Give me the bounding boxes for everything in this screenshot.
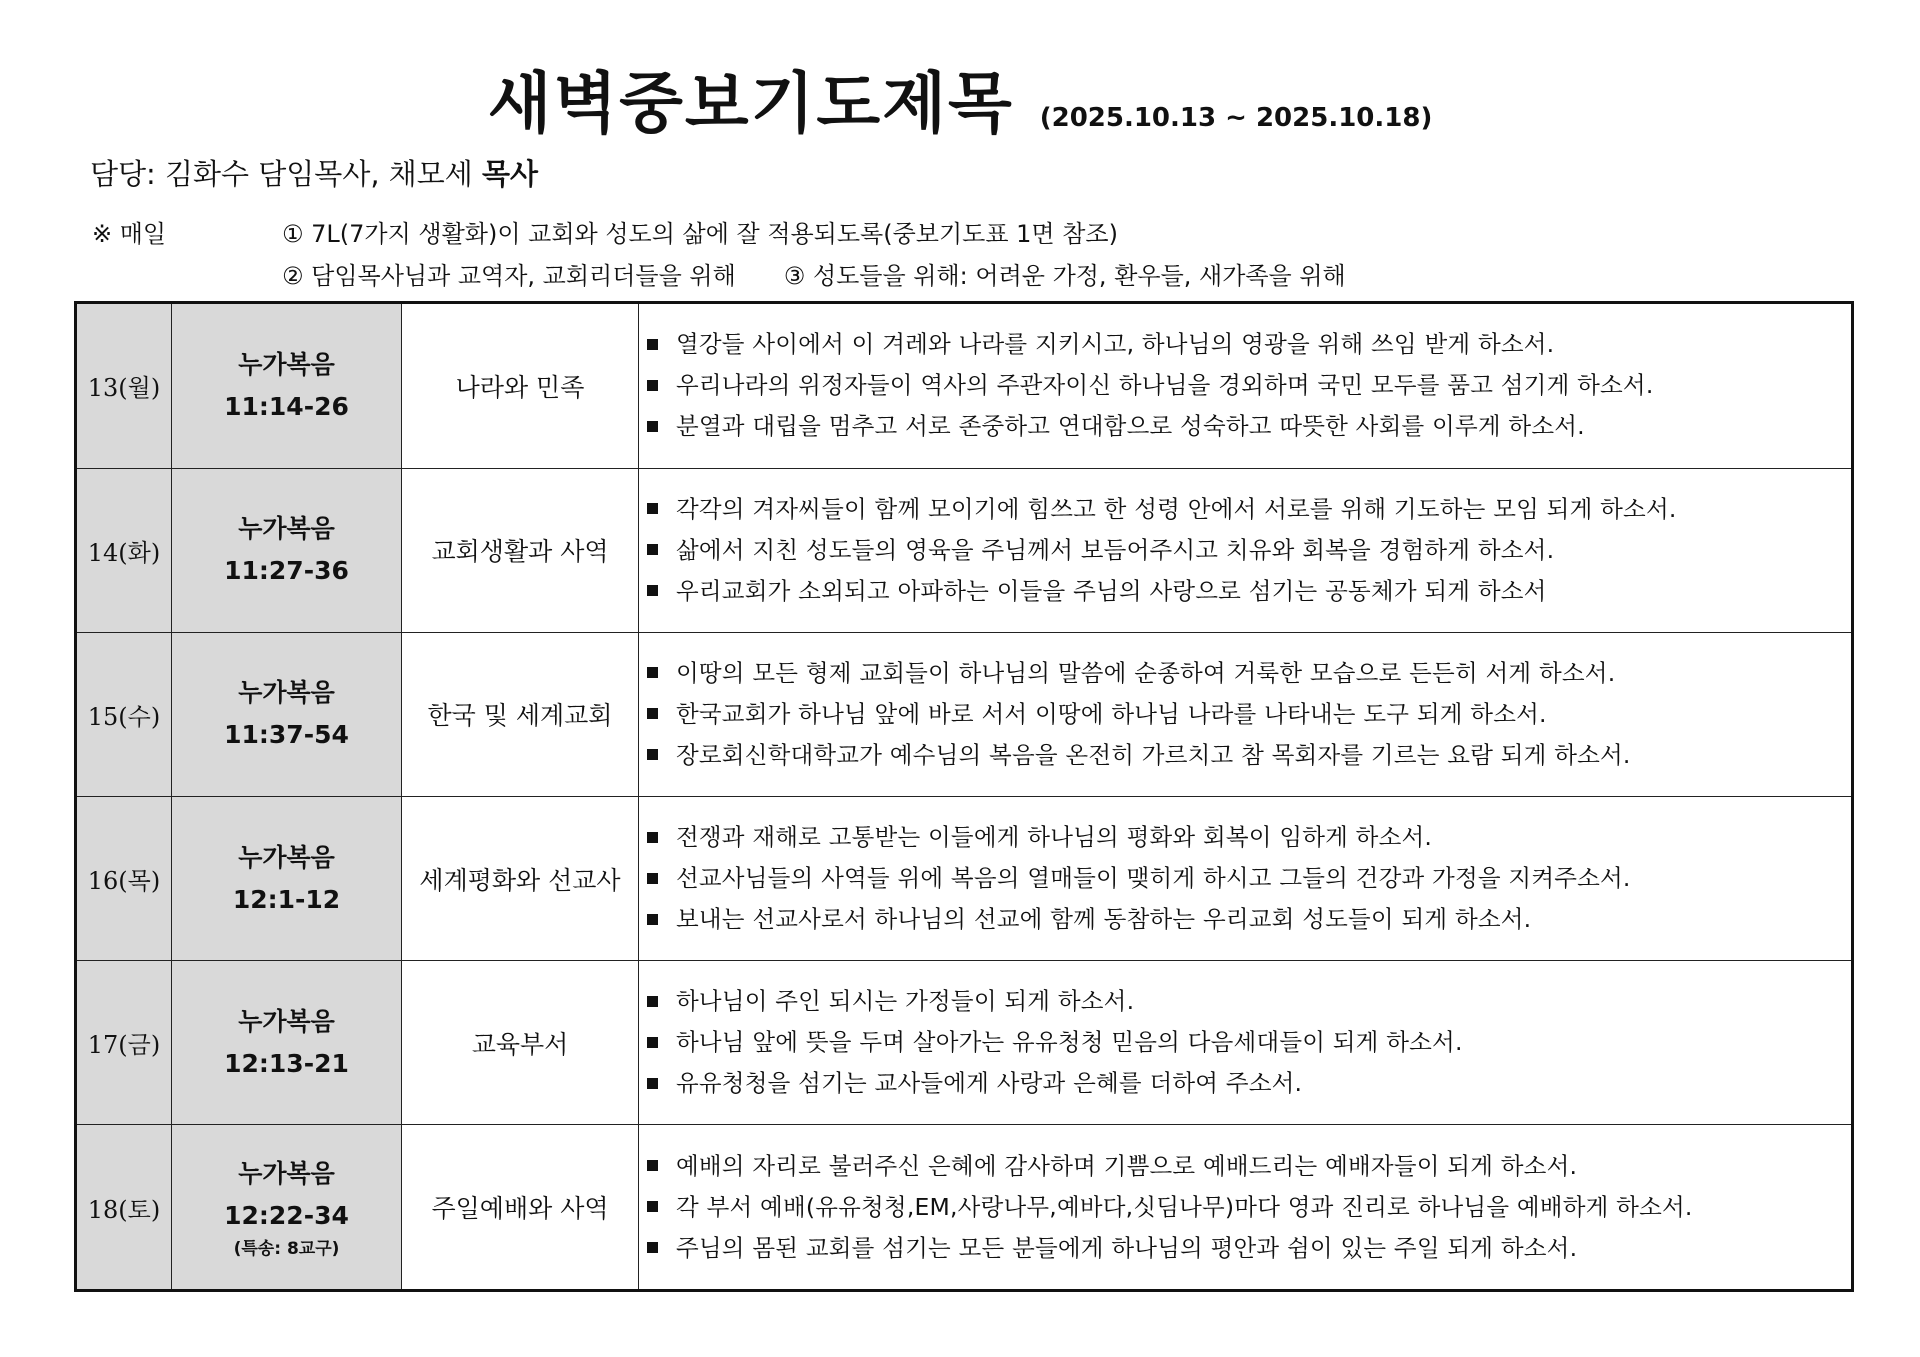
topic-cell: 교회생활과 사역 [402, 468, 639, 632]
prayer-text: 삶에서 지친 성도들의 영육을 주님께서 보듬어주시고 치유와 회복을 경험하게 하소서. [676, 535, 1555, 564]
topic-cell: 한국 및 세계교회 [402, 632, 639, 796]
prayer-text: 주님의 몸된 교회를 섬기는 모든 분들에게 하나님의 평안과 쉼이 있는 주일 되게 하소서. [676, 1233, 1578, 1262]
prayer-item [639, 324, 1851, 365]
prayer-item [639, 1228, 1851, 1269]
prayer-item [639, 1063, 1851, 1104]
square-bullet-icon [647, 1160, 658, 1171]
prayer-text: 하나님이 주인 되시는 가정들이 되게 하소서. [676, 987, 1135, 1016]
prayer-list-cell [639, 468, 1853, 632]
square-bullet-icon [647, 380, 658, 391]
topic-cell: 주일예배와 사역 [402, 1125, 639, 1291]
square-bullet-icon [647, 1201, 658, 1212]
prayer-list-cell [639, 796, 1853, 960]
day-cell: 14(화) [76, 468, 172, 632]
table-row [76, 1125, 1853, 1291]
prayer-text: 한국교회가 하나님 앞에 바로 서서 이땅에 하나님 나라를 나타내는 도구 되게 하소서. [676, 699, 1547, 728]
table-row [76, 303, 1853, 469]
table-row [76, 632, 1853, 796]
passage-cell [172, 961, 402, 1125]
passage-book: 누가복음 [238, 1006, 335, 1036]
passage-book: 누가복음 [238, 678, 335, 708]
square-bullet-icon [647, 667, 658, 678]
passage-verse: 11:14-26 [224, 391, 349, 421]
passage-book: 누가복음 [238, 1159, 335, 1189]
passage-verse: 11:37-54 [224, 720, 349, 750]
title-row [0, 50, 1920, 145]
square-bullet-icon [647, 873, 658, 884]
manager-title: 목사 [482, 157, 539, 191]
square-bullet-icon [647, 421, 658, 432]
topic-cell: 교육부서 [402, 961, 639, 1125]
manager-line [90, 152, 538, 193]
table-row [76, 961, 1853, 1125]
passage-cell [172, 1125, 402, 1291]
prayer-item [639, 1187, 1851, 1228]
date-range: (2025.10.13 ~ 2025.10.18) [1039, 103, 1433, 133]
prayer-list [639, 653, 1851, 776]
prayer-text: 우리교회가 소외되고 아파하는 이들을 주님의 사랑으로 섬기는 공동체가 되게 하소서 [676, 576, 1547, 605]
prayer-list [639, 981, 1851, 1104]
prayer-list-cell [639, 303, 1853, 469]
prayer-item [639, 694, 1851, 735]
prayer-schedule-table [74, 301, 1854, 1292]
passage-cell [172, 303, 402, 469]
prayer-item [639, 817, 1851, 858]
square-bullet-icon [647, 1037, 658, 1048]
prayer-item [639, 653, 1851, 694]
prayer-list [639, 1146, 1851, 1269]
square-bullet-icon [647, 832, 658, 843]
square-bullet-icon [647, 544, 658, 555]
daily-item-1: ① 7L(7가지 생활화)이 교회와 성도의 삶에 잘 적용되도록(중보기도표 1면 참조) [282, 220, 1118, 248]
prayer-item [639, 899, 1851, 940]
table-row [76, 796, 1853, 960]
square-bullet-icon [647, 996, 658, 1007]
square-bullet-icon [647, 585, 658, 596]
square-bullet-icon [647, 1242, 658, 1253]
prayer-text: 이땅의 모든 형제 교회들이 하나님의 말씀에 순종하여 거룩한 모습으로 든든히 서게 하소서. [676, 658, 1616, 687]
passage-book: 누가복음 [238, 349, 335, 379]
day-cell: 13(월) [76, 303, 172, 469]
square-bullet-icon [647, 1078, 658, 1089]
table-body [76, 303, 1853, 1291]
day-cell: 16(목) [76, 796, 172, 960]
table-row [76, 468, 1853, 632]
prayer-text: 각 부서 예배(유유청청,EM,사랑나무,예바다,싯딤나무)마다 영과 진리로 하나님을 예배하게 하소서. [676, 1192, 1693, 1221]
prayer-item [639, 981, 1851, 1022]
topic-cell: 나라와 민족 [402, 303, 639, 469]
prayer-text: 하나님 앞에 뜻을 두며 살아가는 유유청청 믿음의 다음세대들이 되게 하소서. [676, 1028, 1463, 1057]
day-cell: 15(수) [76, 632, 172, 796]
prayer-list [639, 489, 1851, 612]
passage-cell [172, 632, 402, 796]
prayer-text: 예배의 자리로 불러주신 은혜에 감사하며 기쁨으로 예배드리는 예배자들이 되게 하소서. [676, 1151, 1578, 1180]
daily-item-3: ③ 성도들을 위해: 어려운 가정, 환우들, 새가족을 위해 [783, 262, 1346, 290]
prayer-text: 장로회신학대학교가 예수님의 복음을 온전히 가르치고 참 목회자를 기르는 요람 되게 하소서. [676, 740, 1631, 769]
square-bullet-icon [647, 708, 658, 719]
prayer-text: 각각의 겨자씨들이 함께 모이기에 힘쓰고 한 성령 안에서 서로를 위해 기도하는 모임 되게 하소서. [676, 494, 1677, 523]
prayer-list-cell [639, 961, 1853, 1125]
passage-book: 누가복음 [238, 842, 335, 872]
square-bullet-icon [647, 503, 658, 514]
passage-book: 누가복음 [238, 514, 335, 544]
daily-item-2: ② 담임목사님과 교역자, 교회리더들을 위해 [282, 262, 736, 290]
prayer-list [639, 324, 1851, 447]
square-bullet-icon [647, 339, 658, 350]
manager-names: 담당: 김화수 담임목사, 채모세 [90, 157, 483, 191]
passage-verse: 11:27-36 [224, 556, 349, 586]
square-bullet-icon [647, 749, 658, 760]
prayer-item [639, 1146, 1851, 1187]
prayer-text: 선교사님들의 사역들 위에 복음의 열매들이 맺히게 하시고 그들의 건강과 가정을 지켜주소서. [676, 864, 1631, 893]
passage-verse: 12:1-12 [232, 884, 341, 914]
prayer-item [639, 406, 1851, 447]
prayer-item [639, 571, 1851, 612]
page-title: 새벽중보기도제목 [487, 65, 1014, 142]
prayer-text: 유유청청을 섬기는 교사들에게 사랑과 은혜를 더하여 주소서. [676, 1069, 1303, 1098]
passage-cell [172, 796, 402, 960]
passage-verse: 12:22-34 [224, 1201, 349, 1231]
passage-cell [172, 468, 402, 632]
topic-cell: 세계평화와 선교사 [402, 796, 639, 960]
prayer-list-cell [639, 632, 1853, 796]
passage-note: (특송: 8교구) [233, 1239, 340, 1260]
prayer-list [639, 817, 1851, 940]
daily-label: ※ 매일 [92, 220, 167, 248]
prayer-text: 보내는 선교사로서 하나님의 선교에 함께 동참하는 우리교회 성도들이 되게 하소서. [676, 905, 1532, 934]
prayer-list-cell [639, 1125, 1853, 1291]
prayer-item [639, 1022, 1851, 1063]
daily-items-2-3 [282, 256, 1346, 291]
prayer-item [639, 365, 1851, 406]
prayer-text: 전쟁과 재해로 고통받는 이들에게 하나님의 평화와 회복이 임하게 하소서. [676, 823, 1433, 852]
prayer-text: 분열과 대립을 멈추고 서로 존중하고 연대함으로 성숙하고 따뜻한 사회를 이루게 하소서. [676, 412, 1585, 441]
prayer-text: 우리나라의 위정자들이 역사의 주관자이신 하나님을 경외하며 국민 모두를 품고 섬기게 하소서. [676, 371, 1654, 400]
prayer-item [639, 858, 1851, 899]
square-bullet-icon [647, 914, 658, 925]
prayer-item [639, 530, 1851, 571]
passage-verse: 12:13-21 [224, 1048, 349, 1078]
prayer-item [639, 735, 1851, 776]
prayer-item [639, 489, 1851, 530]
day-cell: 17(금) [76, 961, 172, 1125]
day-cell: 18(토) [76, 1125, 172, 1291]
prayer-text: 열강들 사이에서 이 겨레와 나라를 지키시고, 하나님의 영광을 위해 쓰임 받게 하소서. [676, 330, 1555, 359]
